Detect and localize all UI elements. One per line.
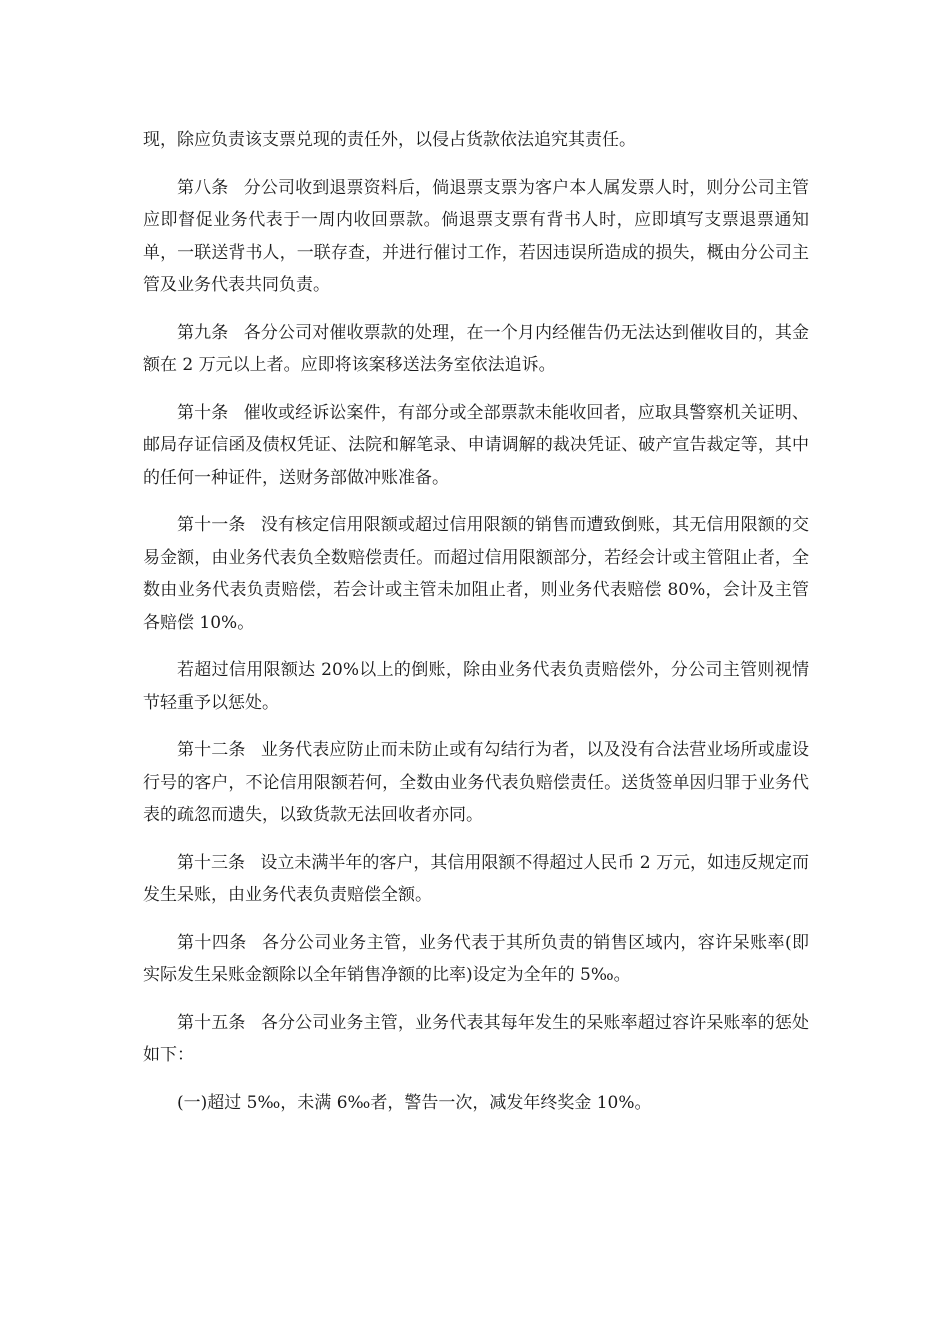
article-heading: 第十三条	[177, 852, 246, 873]
article-12	[143, 734, 809, 832]
article-heading: 第八条	[177, 177, 229, 198]
article-15	[143, 1007, 809, 1072]
article-14	[143, 927, 809, 992]
article-heading: 第十四条	[177, 932, 247, 953]
article-text: 各分公司对催收票款的处理，在一个月内经催告仍无法达到催收目的，其金额在 2 万元以上者。应即将该案移送法务室依法追诉。	[143, 322, 810, 375]
article-heading: 第十条	[177, 402, 229, 423]
document-body	[143, 124, 809, 1134]
article-10	[143, 397, 809, 495]
paragraph-text: 现，除应负责该支票兑现的责任外，以侵占货款依法追究其责任。	[143, 130, 636, 150]
article-8	[143, 172, 809, 302]
article-11-supplement	[143, 654, 809, 719]
paragraph-continuation	[143, 124, 809, 157]
article-heading: 第九条	[177, 322, 229, 343]
list-item-1	[143, 1087, 809, 1120]
article-text: 各分公司业务主管，业务代表于其所负责的销售区域内，容许呆账率(即实际发生呆账金额除以全年销售净额的比率)设定为全年的 5‰。	[143, 932, 810, 985]
article-heading: 第十五条	[177, 1012, 246, 1033]
article-heading: 第十一条	[177, 515, 246, 535]
article-text: 各分公司业务主管，业务代表其每年发生的呆账率超过容许呆账率的惩处如下：	[143, 1012, 810, 1065]
article-text: 催收或经诉讼案件，有部分或全部票款未能收回者，应取具警察机关证明、邮局存证信函及债权凭证、法院和解笔录、申请调解的裁决凭证、破产宣告裁定等，其中的任何一种证件，送财务部做冲账准备。	[143, 402, 810, 488]
article-text: 分公司收到退票资料后，倘退票支票为客户本人属发票人时，则分公司主管应即督促业务代表于一周内收回票款。倘退票支票有背书人时，应即填写支票退票通知单，一联送背书人，一联存查，并进行催讨工作，若因违误所造成的损失，概由分公司主管及业务代表共同负责。	[143, 177, 810, 295]
article-heading: 第十二条	[177, 740, 246, 760]
list-item-text: (一)超过 5‰，未满 6‰者，警告一次，减发年终奖金 10%。	[177, 1092, 652, 1113]
article-9	[143, 317, 809, 382]
article-11	[143, 509, 809, 639]
article-text: 设立未满半年的客户，其信用限额不得超过人民币 2 万元，如违反规定而发生呆账，由业务代表负责赔偿全额。	[143, 852, 810, 905]
article-13	[143, 847, 809, 912]
paragraph-text: 若超过信用限额达 20%以上的倒账，除由业务代表负责赔偿外，分公司主管则视情节轻重予以惩处。	[143, 660, 809, 713]
article-text: 没有核定信用限额或超过信用限额的销售而遭致倒账，其无信用限额的交易金额，由业务代表负全数赔偿责任。而超过信用限额部分，若经会计或主管阻止者，全数由业务代表负责赔偿，若会计或主管未加阻止者，则业务代表赔偿 80%，会计及主管各赔偿 10%。	[143, 515, 810, 633]
article-text: 业务代表应防止而未防止或有勾结行为者，以及没有合法营业场所或虚设行号的客户，不论信用限额若何，全数由业务代表负赔偿责任。送货签单因归罪于业务代表的疏忽而遗失，以致货款无法回收者亦同。	[143, 740, 810, 825]
